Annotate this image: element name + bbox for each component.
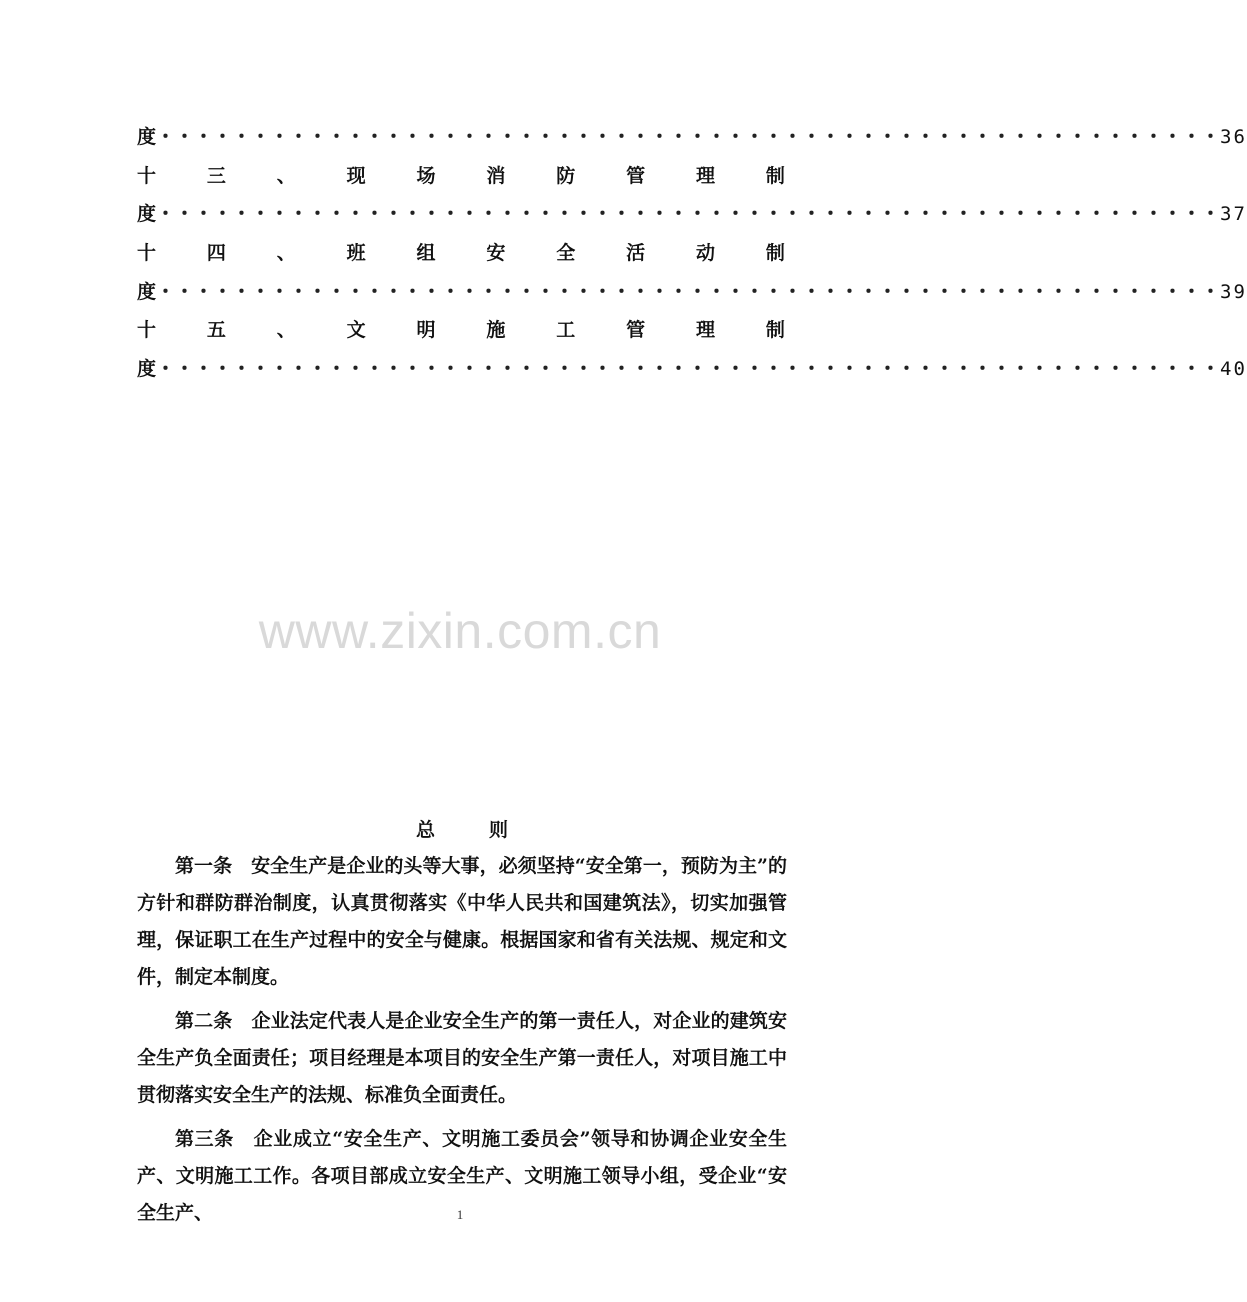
toc-title-char: 消 [486,164,506,187]
toc-title-char: 组 [416,242,436,265]
toc-page-number: 40 [1220,358,1247,381]
toc-title-char: 施 [486,319,506,342]
toc-title-char: 文 [346,319,366,342]
section-title-left: 总 [415,819,435,841]
toc-leader-dots: ・・・・・・・・・・・・・・・・・・・・・・・・・・・・・・・・・・・・・・・・・・・・・・・・・・・・・・・・ [156,203,1221,226]
toc-entry-title[interactable] [137,311,785,350]
toc-title-char: 全 [556,242,576,265]
toc-title-char: 十 [137,164,157,187]
toc-entry-tail[interactable] [137,195,1247,234]
toc-tail-char: 度 [137,203,157,226]
toc-title-char: 制 [765,242,785,265]
section-title [137,812,787,848]
toc-title-char: 理 [696,164,716,187]
toc-title-char: 四 [206,242,226,265]
toc-leader-dots: ・・・・・・・・・・・・・・・・・・・・・・・・・・・・・・・・・・・・・・・・・・・・・・・・・・・・・・・・ [156,280,1221,303]
toc-title-char: 十 [137,242,157,265]
toc-entry-tail[interactable] [137,350,1247,389]
toc-title-char: 五 [206,319,226,342]
toc-title-char: 防 [556,164,576,187]
toc-title-char: 场 [416,164,436,187]
table-of-contents [137,118,1247,389]
toc-title-char: 三 [206,164,226,187]
toc-title-char: 管 [626,319,646,342]
section-title-right: 则 [489,819,509,841]
toc-entry-tail[interactable] [137,118,1247,157]
toc-title-char: 活 [626,242,646,265]
toc-leader-dots: ・・・・・・・・・・・・・・・・・・・・・・・・・・・・・・・・・・・・・・・・・・・・・・・・・・・・・・・・ [156,358,1221,381]
toc-entry-tail[interactable] [137,273,1247,312]
toc-leader-dots: ・・・・・・・・・・・・・・・・・・・・・・・・・・・・・・・・・・・・・・・・・・・・・・・・・・・・・・・・ [156,126,1221,148]
toc-tail-char: 度 [137,280,157,303]
watermark: www.zixin.com.cn [258,603,662,659]
toc-title-char: 、 [276,164,296,187]
toc-tail-char: 度 [137,358,157,381]
toc-tail-char: 度 [137,126,157,148]
toc-title-char: 工 [556,319,576,342]
toc-title-char: 、 [276,319,296,342]
article-paragraph: 第二条 企业法定代表人是企业安全生产的第一责任人，对企业的建筑安全生产负全面责任；项目经理是本项目的安全生产第一责任人，对项目施工中贯彻落实安全生产的法规、标准负全面责任。 [137,1010,787,1106]
toc-entry-title[interactable] [137,157,785,196]
toc-title-char: 现 [346,164,366,187]
toc-title-char: 制 [765,319,785,342]
toc-page-number: 39 [1220,280,1247,303]
document-body [137,812,787,1232]
toc-page-number: 37 [1220,203,1247,226]
toc-title-char: 理 [696,319,716,342]
toc-title-char: 十 [137,319,157,342]
toc-title-char: 制 [765,164,785,187]
toc-page-number: 36 [1220,126,1247,148]
toc-title-char: 、 [276,242,296,265]
article-paragraph: 第一条 安全生产是企业的头等大事，必须坚持“安全第一，预防为主”的方针和群防群治制度，认真贯彻落实《中华人民共和国建筑法》，切实加强管理，保证职工在生产过程中的安全与健康。根据国家和省有关法规、规定和文件，制定本制度。 [137,855,787,988]
toc-title-char: 安 [486,242,506,265]
article-paragraph: 第三条 企业成立“安全生产、文明施工委员会”领导和协调企业安全生产、文明施工工作。各项目部成立安全生产、文明施工领导小组，受企业“安全生产、 [137,1128,787,1224]
toc-title-char: 管 [626,164,646,187]
page-number: 1 [456,1207,464,1222]
toc-title-char: 班 [346,242,366,265]
toc-title-char: 明 [416,319,436,342]
toc-title-char: 动 [696,242,716,265]
toc-entry-title[interactable] [137,234,785,273]
